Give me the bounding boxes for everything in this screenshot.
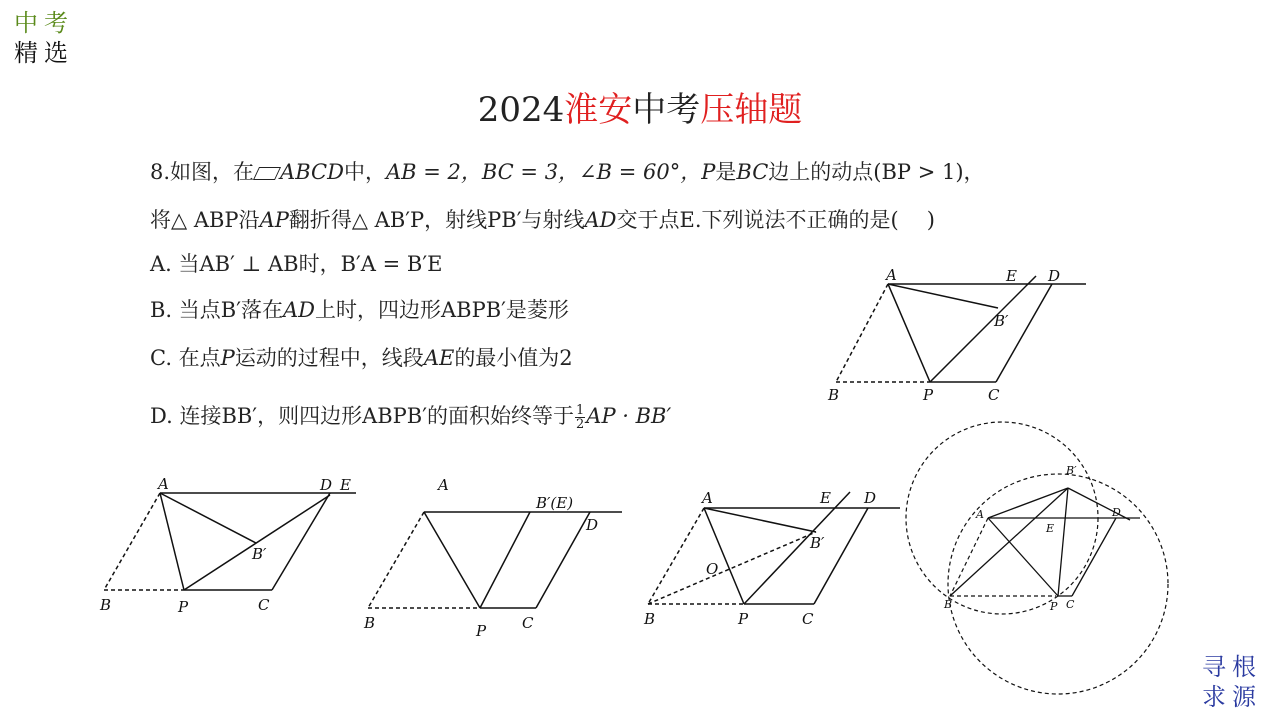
fig3-label-b: B [644,610,656,628]
option-d-text-b: AP · BB′ [586,404,672,428]
option-b-text-a: B. 当点B′落在 [150,298,283,322]
fraction-half [575,404,585,431]
option-b-text-b: AD [282,298,315,322]
q1-text-e: P [701,160,716,184]
fig4-label-p: P [1050,600,1058,613]
q2-text-b: AP [259,208,289,232]
option-c-text-e: 的最小值为2 [454,346,573,370]
corner-label-bottom-right [1202,652,1262,712]
fig2-label-be: B′(E) [536,494,574,512]
main-label-e: E [1006,267,1017,285]
fig2-label-d: D [586,516,599,534]
fig3-label-c: C [802,610,814,628]
fig3-label-o: O [706,560,719,578]
fraction-denominator: 2 [576,417,585,432]
q2-text-d: AD [584,208,617,232]
fig4-label-b: B [944,598,953,611]
q1-text-b: ABCD [280,160,344,184]
fig3-label-d: D [864,489,877,507]
q1-text-d: AB = 2，BC = 3，∠B = 60°， [385,160,702,184]
corner-label-top-left [14,8,74,68]
title-year: 2024 [477,90,565,130]
fig3-label-a: A [702,489,713,507]
fig4-label-b1: B′ [1066,464,1077,477]
fig3-label-b1: B′ [810,534,825,552]
corner-br-line2: 求源 [1202,683,1262,711]
fig2-label-p: P [476,622,487,640]
option-c-text-d: AE [423,346,455,370]
fig2-label-b: B [364,614,376,632]
q1-text-f: 是 [715,160,737,184]
q1-text-a: 8.如图，在 [150,160,255,184]
option-d-text-a: D. 连接BB′，则四边形ABPB′的面积始终等于 [150,404,574,428]
option-d [150,400,671,431]
main-label-b: B [828,386,840,404]
option-c-text-c: 运动的过程中，线段 [234,346,424,370]
fig2-label-c: C [522,614,534,632]
corner-br-line1: 寻根 [1202,653,1262,681]
fig4-label-e: E [1046,522,1055,535]
main-label-d: D [1048,267,1061,285]
fig1-label-d: D [320,476,333,494]
option-b-text-c: 上时，四边形ABPB′是菱形 [315,298,569,322]
fig3-label-p: P [738,610,749,628]
q2-text-f: ) [926,208,935,232]
parallelogram-icon [253,167,281,180]
corner-tl-line2: 精选 [14,39,74,67]
title-type: 压轴题 [700,90,803,130]
main-label-p: P [923,386,934,404]
option-b [150,294,569,324]
fig1-label-b: B [100,596,112,614]
q1-text-h: 边上的动点(BP > 1)， [768,160,985,184]
main-label-c: C [988,386,1000,404]
fig3-label-e: E [820,489,831,507]
q2-text-a: 将△ ABP沿 [150,208,260,232]
option-a-text: A. 当AB′ ⊥ AB时，B′A = B′E [150,252,443,276]
fig2-label-a: A [438,476,449,494]
fig1-label-c: C [258,596,270,614]
fig4-label-a: A [976,508,984,521]
question-line-2 [150,204,935,234]
option-c-text-a: C. 在点 [150,346,221,370]
fig1-label-a: A [158,475,169,493]
option-c-text-b: P [220,346,235,370]
corner-tl-line1: 中考 [14,9,74,37]
q1-text-c: 中， [343,160,386,184]
title-city: 淮安 [564,90,633,130]
fig4-label-c: C [1066,598,1075,611]
main-label-a: A [886,266,897,284]
fraction-numerator: 1 [576,403,585,418]
title-exam: 中考 [632,90,701,130]
main-label-b1: B′ [994,312,1009,330]
option-a [150,248,442,278]
question-line-1 [150,156,985,186]
option-c [150,342,573,372]
q2-text-e: 交于点E.下列说法不正确的是( [616,208,899,232]
q1-text-g: BC [736,160,769,184]
fig1-label-b1: B′ [252,545,267,563]
q2-text-c: 翻折得△ AB′P，射线PB′与射线 [288,208,585,232]
fig1-label-e: E [340,476,351,494]
fig4-label-d: D [1112,506,1121,519]
page-title [0,82,1280,131]
fig1-label-p: P [178,598,189,616]
